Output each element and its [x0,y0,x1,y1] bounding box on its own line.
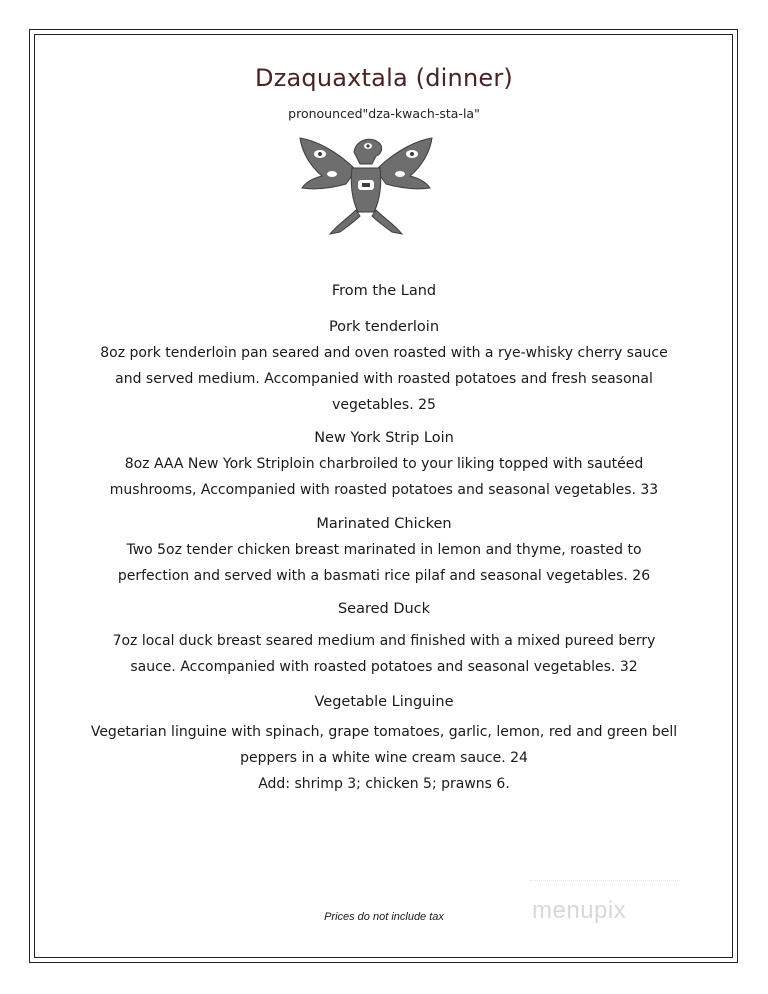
dish-name: Seared Duck [337,601,431,617]
footer-note: Prices do not include tax [324,911,444,923]
dish-description: 8oz AAA New York Striploin charbroiled to your liking topped with sautéed mushrooms, Accompanied with roasted potatoes and seasonal vegetables. 33 [109,456,659,498]
dish-description: Two 5oz tender chicken breast marinated in lemon and thyme, roasted to perfection and served with a basmati rice pilaf and seasonal vegetables. 26 [117,542,651,584]
dish-name: Pork tenderloin [328,319,440,335]
dish-name: New York Strip Loin [314,430,454,446]
menu-title: Dzaquaxtala (dinner) [255,64,513,92]
dish-name: Vegetable Linguine [314,694,454,710]
dish-description: 8oz pork tenderloin pan seared and oven roasted with a rye-whisky cherry sauce and served medium. Accompanied with roasted potatoes and fresh seasonal vegetables. 25 [100,345,668,413]
dish-vegetable-linguine [90,692,678,797]
dish-name: Marinated Chicken [316,516,452,532]
dish-addons: Add: shrimp 3; chicken 5; prawns 6. [258,776,510,792]
dish-pork-tenderloin [90,317,678,418]
dish-description: Vegetarian linguine with spinach, grape tomatoes, garlic, lemon, red and green bell peppers in a white wine cream sauce. 24 [90,724,678,766]
dish-marinated-chicken [90,514,678,589]
thunderbird-emblem-icon [296,130,436,242]
watermark-logo: menupix [532,897,627,924]
pronunciation: pronounced"dza-kwach-sta-la" [288,106,480,121]
dish-description: 7oz local duck breast seared medium and finished with a mixed pureed berry sauce. Accompanied with roasted potatoes and seasonal vegetables. 32 [112,633,656,675]
dish-seared-duck [90,599,678,680]
section-title: From the Land [331,283,437,299]
watermark-decoration [530,880,680,887]
dish-new-york-strip-loin [90,428,678,503]
